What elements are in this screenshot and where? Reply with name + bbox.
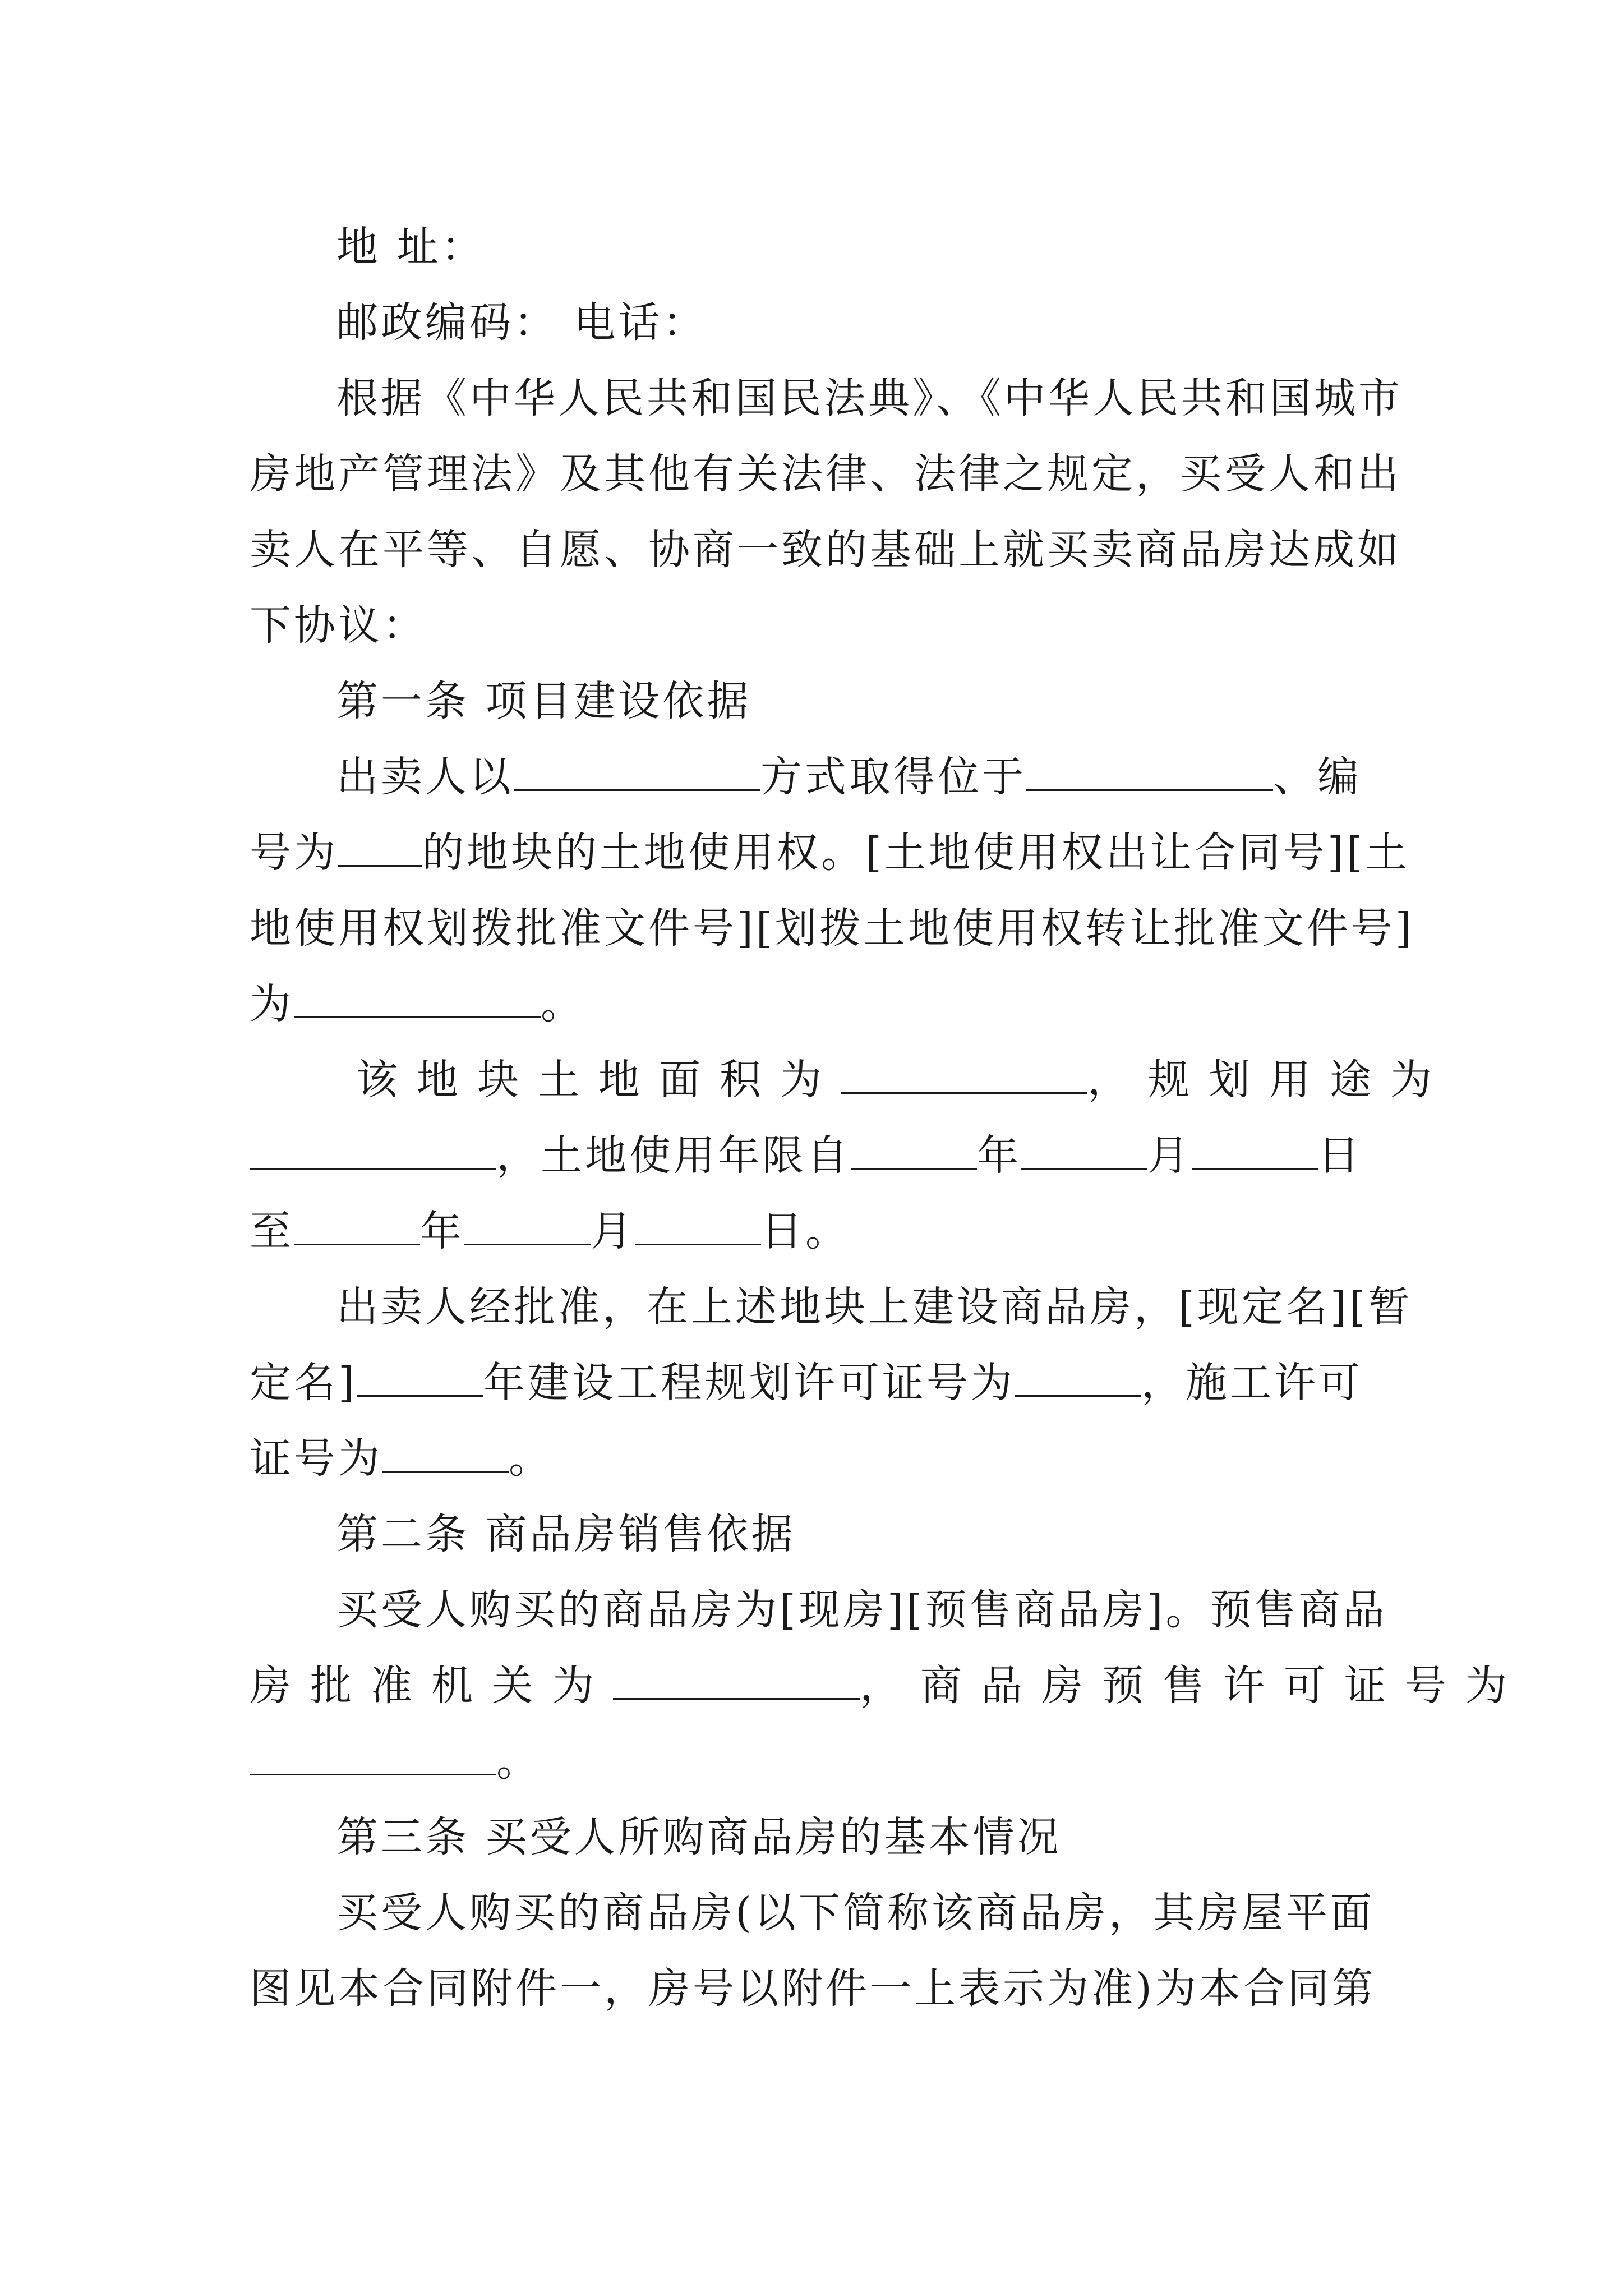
article-3-line-2: [250, 1961, 1388, 2017]
intro-line-4: [250, 597, 1388, 654]
a1-p3-text-e: 证号为: [250, 1434, 382, 1483]
a2-text-3: 。: [496, 1737, 541, 1786]
article-1-para-3-line-2: [250, 1355, 1388, 1411]
intro-text-2: 房地产管理法》及其他有关法律、法律之规定，买受人和出: [250, 450, 1401, 498]
year-label-2: 年: [420, 1207, 464, 1255]
a3-text-2: 图见本合同附件一，房号以附件一上表示为准)为本合同第: [250, 1964, 1376, 2013]
blank-start-day[interactable]: [1192, 1133, 1318, 1170]
blank-approval-authority[interactable]: [613, 1663, 860, 1700]
a1-text-h: 。: [541, 980, 585, 1028]
a1-text-g: 为: [250, 980, 294, 1028]
postal-phone-line: [336, 295, 1388, 351]
a1-use-label: ，规划用途为: [1087, 1056, 1451, 1104]
a1-text-a: 出卖人以: [336, 753, 514, 801]
a1-text-b: 方式取得位于: [760, 753, 1026, 801]
intro-text-3: 卖人在平等、自愿、协商一致的基础上就买卖商品房达成如: [250, 526, 1401, 574]
a1-p3-text-f: 。: [509, 1434, 553, 1483]
a1-text-f: 地使用权划拨批准文件号][划拨土地使用权转让批准文件号]: [250, 904, 1414, 953]
a1-text-e: 的地块的土地使用权。[土地使用权出让合同号][土: [422, 829, 1410, 877]
article-3-heading: 第三条 买受人所购商品房的基本情况: [336, 1813, 1062, 1861]
article-1-para-2-line-3: [250, 1203, 1388, 1259]
a2-text-2a: 房批准机关为: [250, 1662, 613, 1710]
article-1-title: [336, 673, 1388, 729]
a1-p3-text-d: ，施工许可: [1141, 1359, 1363, 1407]
blank-end-day[interactable]: [635, 1209, 761, 1245]
blank-project-name[interactable]: [357, 1360, 483, 1397]
address-line: [336, 219, 1388, 275]
article-1-para-1-line-1: [336, 749, 1388, 805]
article-3-title: [336, 1809, 1388, 1865]
a3-text-1: 买受人购买的商品房(以下简称该商品房，其房屋平面: [336, 1889, 1375, 1937]
article-3-line-1: [336, 1885, 1388, 1941]
day-end-label: 日。: [761, 1207, 850, 1255]
article-1-para-2-line-2: [250, 1128, 1388, 1184]
postal-phone-label: 邮政编码： 电话：: [336, 298, 707, 347]
blank-construction-permit[interactable]: [382, 1436, 509, 1473]
a1-text-d: 号为: [250, 829, 338, 877]
intro-text-1: 根据《中华人民共和国民法典》、《中华人民共和国城市: [336, 374, 1403, 422]
blank-planning-permit[interactable]: [1015, 1360, 1141, 1397]
blank-acquire-method[interactable]: [514, 754, 760, 791]
article-1-heading: 第一条 项目建设依据: [336, 677, 751, 725]
a2-text-2b: ，商品房预售许可证号为: [860, 1662, 1526, 1710]
article-1-para-1-line-3: [250, 900, 1414, 956]
blank-planned-use[interactable]: [250, 1133, 496, 1170]
blank-end-month[interactable]: [464, 1209, 591, 1245]
blank-end-year[interactable]: [294, 1209, 420, 1245]
article-2-title: [336, 1506, 1388, 1562]
article-1-para-3-line-3: [250, 1430, 1388, 1487]
day-label: 日: [1318, 1131, 1362, 1180]
to-label: 至: [250, 1207, 294, 1255]
month-label: 月: [1147, 1131, 1192, 1180]
article-2-line-3: [250, 1733, 1388, 1789]
a1-text-c: 、编: [1273, 753, 1362, 801]
a1-p3-text-c: 年建设工程规划许可证号为: [483, 1359, 1015, 1407]
article-1-para-2-line-1: [356, 1052, 1451, 1108]
intro-line-1: [336, 370, 1403, 426]
intro-text-4: 下协议：: [250, 601, 427, 650]
blank-location[interactable]: [1026, 754, 1273, 791]
a1-p3-text-a: 出卖人经批准，在上述地块上建设商品房，[现定名][暂: [336, 1283, 1413, 1331]
article-1-para-3-line-1: [336, 1279, 1413, 1335]
a1-area-label: 该地块土地面积为: [356, 1056, 841, 1104]
article-2-heading: 第二条 商品房销售依据: [336, 1510, 796, 1558]
blank-start-month[interactable]: [1021, 1133, 1147, 1170]
blank-contract-number[interactable]: [294, 982, 541, 1018]
article-1-para-1-line-2: [250, 825, 1410, 881]
year-label: 年: [977, 1131, 1021, 1180]
article-2-line-2: [250, 1658, 1526, 1714]
a1-p3-text-b: 定名]: [250, 1359, 357, 1407]
intro-line-2: [250, 446, 1401, 502]
article-1-para-1-line-4: [250, 976, 1388, 1032]
article-2-line-1: [336, 1582, 1388, 1638]
address-label: 地 址：: [336, 223, 486, 271]
month-label-2: 月: [591, 1207, 635, 1255]
a2-text-1: 买受人购买的商品房为[现房][预售商品房]。预售商品: [336, 1586, 1387, 1634]
blank-presale-permit[interactable]: [250, 1739, 496, 1775]
intro-line-3: [250, 522, 1401, 578]
a1-term-label: ，土地使用年限自: [496, 1131, 851, 1180]
blank-start-year[interactable]: [851, 1133, 977, 1170]
blank-land-area[interactable]: [841, 1057, 1087, 1094]
blank-plot-number[interactable]: [338, 830, 422, 867]
